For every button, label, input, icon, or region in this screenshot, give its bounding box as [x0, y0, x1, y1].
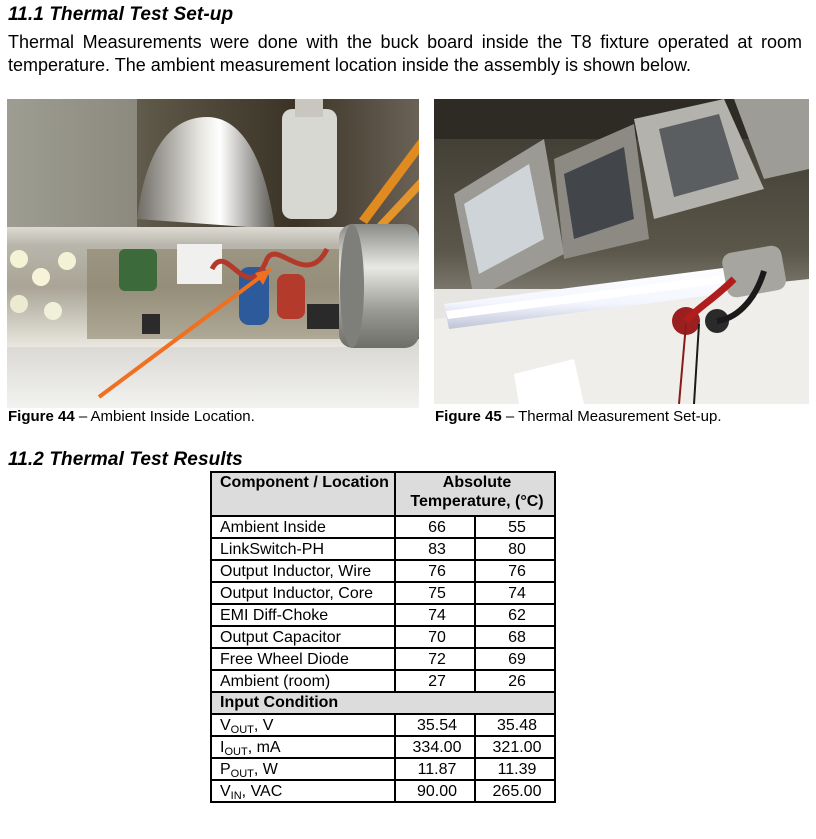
- row-value-2: 55: [475, 516, 555, 538]
- row-value-1: 75: [395, 582, 475, 604]
- setup-paragraph: Thermal Measurements were done with the buck board inside the T8 fixture operated at room temperature. The ambient measurement location inside the assembly is shown below.: [8, 32, 802, 75]
- input-condition-row: [211, 780, 555, 802]
- input-subscript: OUT: [224, 745, 248, 758]
- section-heading-thermal-setup: 11.1 Thermal Test Set-up: [8, 4, 234, 25]
- input-condition-row: [211, 736, 555, 758]
- input-subscript: OUT: [230, 723, 254, 736]
- table-row: [211, 582, 555, 604]
- row-value-1: 27: [395, 670, 475, 692]
- row-value-2: 80: [475, 538, 555, 560]
- row-value-1: 74: [395, 604, 475, 626]
- input-label: [211, 780, 395, 802]
- input-subscript: IN: [230, 789, 242, 802]
- input-unit: , VAC: [241, 782, 283, 800]
- row-value-1: 76: [395, 560, 475, 582]
- table-header-row: [211, 472, 555, 516]
- header-absolute-temperature: Absolute Temperature, (°C): [395, 472, 555, 516]
- header-component-location: Component / Location: [211, 472, 395, 516]
- table-row: [211, 516, 555, 538]
- input-label: [211, 736, 395, 758]
- input-value-2: 265.00: [475, 780, 555, 802]
- row-value-1: 72: [395, 648, 475, 670]
- table-row: [211, 670, 555, 692]
- row-label: Output Capacitor: [211, 626, 395, 648]
- input-value-2: 35.48: [475, 714, 555, 736]
- thermal-results-table: [210, 471, 556, 803]
- input-unit: , V: [253, 716, 274, 734]
- figure-44-caption: Figure 44 – Ambient Inside Location.: [8, 408, 255, 425]
- row-label: Output Inductor, Wire: [211, 560, 395, 582]
- input-unit: , mA: [247, 738, 281, 756]
- row-value-2: 69: [475, 648, 555, 670]
- section-row-input-condition: [211, 692, 555, 714]
- input-value-1: 90.00: [395, 780, 475, 802]
- row-value-2: 68: [475, 626, 555, 648]
- section-label-input-condition: Input Condition: [211, 692, 555, 714]
- table-row: [211, 604, 555, 626]
- input-condition-row: [211, 758, 555, 780]
- section-heading-thermal-results: 11.2 Thermal Test Results: [8, 449, 243, 470]
- input-label: [211, 758, 395, 780]
- row-label: Free Wheel Diode: [211, 648, 395, 670]
- input-value-2: 321.00: [475, 736, 555, 758]
- input-symbol: V: [220, 716, 231, 734]
- input-value-1: 11.87: [395, 758, 475, 780]
- table-row: [211, 648, 555, 670]
- input-label: [211, 714, 395, 736]
- row-label: LinkSwitch-PH: [211, 538, 395, 560]
- input-unit: , W: [253, 760, 278, 778]
- input-value-1: 334.00: [395, 736, 475, 758]
- input-subscript: OUT: [230, 767, 254, 780]
- row-value-1: 66: [395, 516, 475, 538]
- figure-45-caption: Figure 45 – Thermal Measurement Set-up.: [435, 408, 722, 425]
- photo-thermal-measurement-setup: [434, 99, 809, 404]
- input-symbol: P: [220, 760, 231, 778]
- row-label: Output Inductor, Core: [211, 582, 395, 604]
- input-condition-row: [211, 714, 555, 736]
- row-value-2: 76: [475, 560, 555, 582]
- input-value-1: 35.54: [395, 714, 475, 736]
- table-row: [211, 538, 555, 560]
- table-row: [211, 626, 555, 648]
- row-value-2: 74: [475, 582, 555, 604]
- input-value-2: 11.39: [475, 758, 555, 780]
- row-label: Ambient Inside: [211, 516, 395, 538]
- table-row: [211, 560, 555, 582]
- input-symbol: I: [220, 738, 225, 756]
- row-value-2: 62: [475, 604, 555, 626]
- row-label: EMI Diff-Choke: [211, 604, 395, 626]
- row-value-1: 83: [395, 538, 475, 560]
- row-value-1: 70: [395, 626, 475, 648]
- input-symbol: V: [220, 782, 231, 800]
- row-value-2: 26: [475, 670, 555, 692]
- photo-ambient-inside-location: [7, 99, 419, 408]
- row-label: Ambient (room): [211, 670, 395, 692]
